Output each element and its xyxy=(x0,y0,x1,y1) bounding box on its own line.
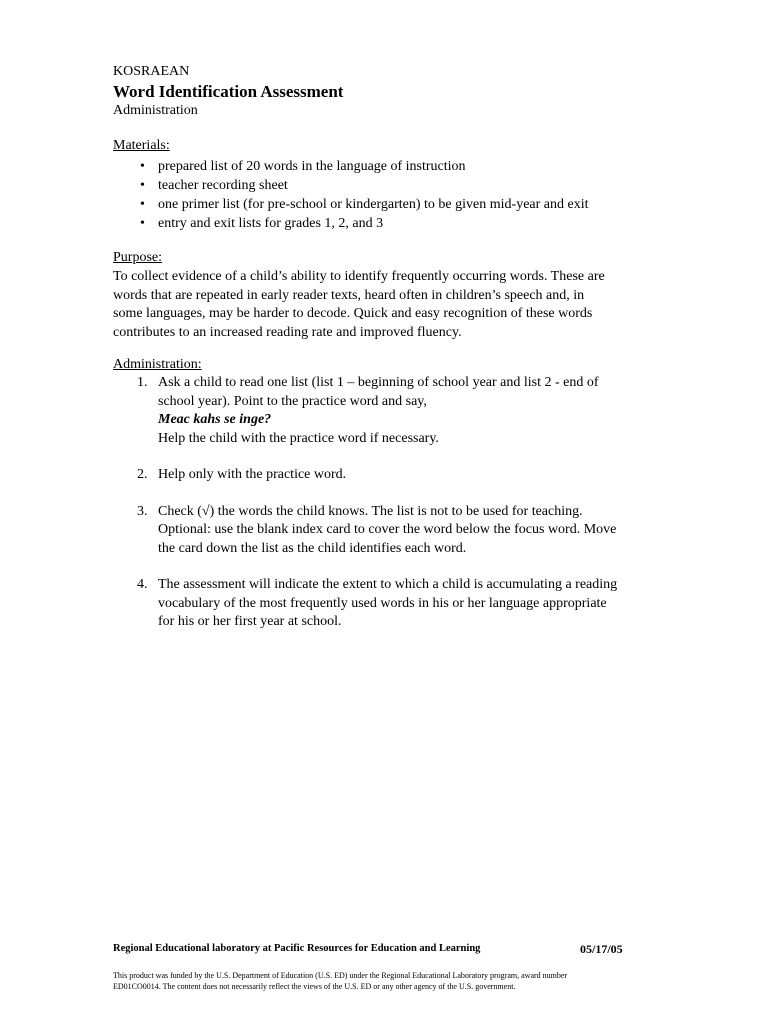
list-item: • entry and exit lists for grades 1, 2, and 3 xyxy=(140,216,384,231)
list-item: • prepared list of 20 words in the language of instruction xyxy=(140,159,466,174)
step-line: school year). Point to the practice word and say, xyxy=(158,393,427,409)
step-line: vocabulary of the most frequently used words in his or her language appropriate xyxy=(158,595,607,611)
step-line: the card down the list as the child identifies each word. xyxy=(158,540,467,556)
document-subtitle: Administration xyxy=(113,103,198,118)
step-item xyxy=(137,576,617,632)
step-line: Help only with the practice word. xyxy=(158,467,347,482)
step-line: Check (√) the words the child knows. The list is not to be used for teaching. xyxy=(158,503,583,519)
materials-heading: Materials: xyxy=(113,138,170,153)
paragraph-line: words that are repeated in early reader texts, heard often in children’s speech and, in xyxy=(113,287,585,303)
disclaimer-line: This product was funded by the U.S. Department of Education (U.S. ED) under the Regional Educational Laboratory program, award number xyxy=(113,971,568,980)
purpose-heading: Purpose: xyxy=(113,250,162,265)
paragraph-line: contributes to an increased reading rate and improved fluency. xyxy=(113,324,462,340)
document-title: Word Identification Assessment xyxy=(113,82,344,101)
language-label: KOSRAEAN xyxy=(113,64,190,79)
step-item xyxy=(137,466,617,485)
footer-date: 05/17/05 xyxy=(580,942,623,956)
bullet-icon: • xyxy=(140,159,145,174)
bullet-icon: • xyxy=(140,178,145,193)
footer-organization: Regional Educational laboratory at Pacific Resources for Education and Learning xyxy=(113,943,481,954)
step-number: 1. xyxy=(137,375,148,390)
paragraph-line: To collect evidence of a child’s ability to identify frequently occurring words. These are xyxy=(113,269,605,284)
purpose-paragraph xyxy=(113,268,653,342)
administration-heading: Administration: xyxy=(113,357,202,372)
funding-disclaimer xyxy=(113,970,567,992)
step-number: 4. xyxy=(137,577,148,592)
paragraph-line: some languages, may be harder to decode. Quick and easy recognition of these words xyxy=(113,306,593,321)
step-item xyxy=(137,374,617,448)
bullet-icon: • xyxy=(140,216,145,231)
step-line: Optional: use the blank index card to cover the word below the focus word. Move xyxy=(158,522,617,537)
materials-list xyxy=(140,157,589,233)
step-item xyxy=(137,503,617,559)
step-line: The assessment will indicate the extent to which a child is accumulating a reading xyxy=(158,577,618,592)
step-line: Help the child with the practice word if necessary. xyxy=(158,430,439,446)
prompt-phrase: Meac kahs se inge? xyxy=(158,412,272,427)
administration-steps xyxy=(137,374,617,650)
step-line: Ask a child to read one list (list 1 – beginning of school year and list 2 - end of xyxy=(158,375,599,390)
step-number: 3. xyxy=(137,503,148,519)
step-line: for his or her first year at school. xyxy=(158,614,342,629)
list-item: • teacher recording sheet xyxy=(140,178,288,193)
step-number: 2. xyxy=(137,467,148,482)
list-item: • one primer list (for pre-school or kindergarten) to be given mid-year and exit xyxy=(140,197,589,212)
disclaimer-line: ED01CO0014. The content does not necessarily reflect the views of the U.S. ED or any other agency of the U.S. government. xyxy=(113,982,516,991)
bullet-icon: • xyxy=(140,197,145,212)
